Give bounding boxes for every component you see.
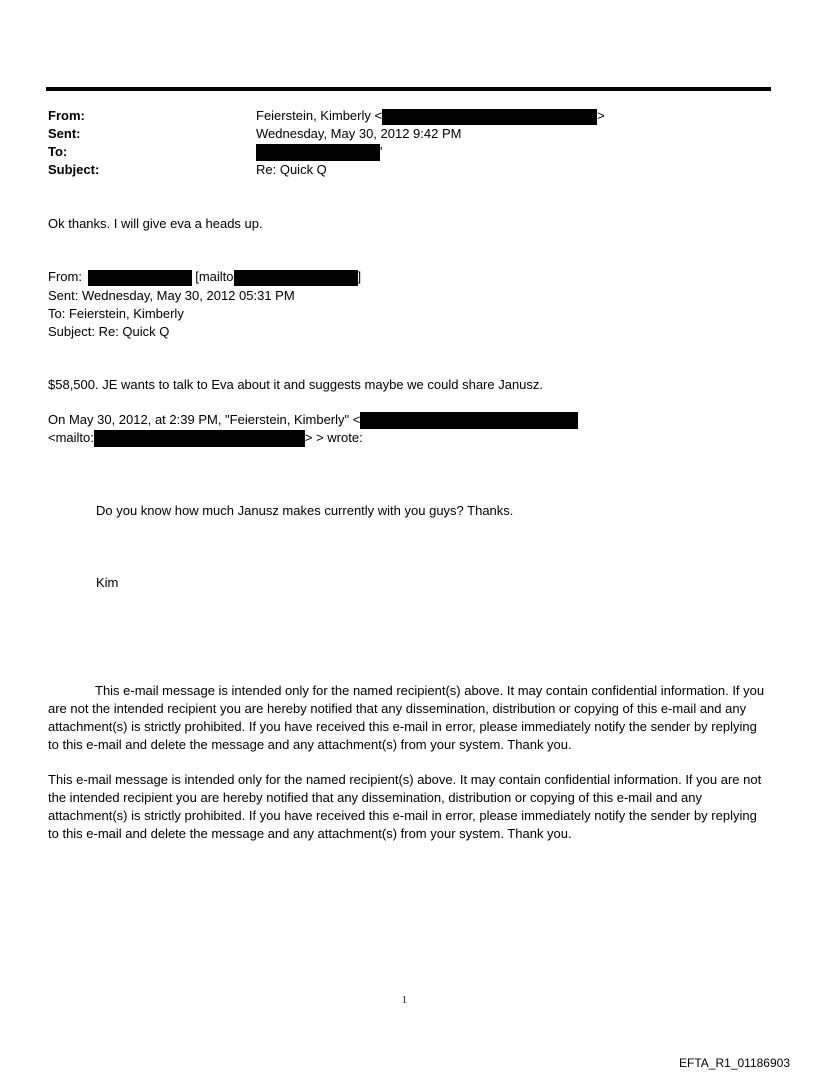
original-question: Do you know how much Janusz makes currently with you guys? Thanks. — [96, 503, 514, 518]
quoted-mailto-prefix: <mailto: — [48, 430, 94, 445]
page-number: 1 — [402, 995, 407, 1006]
document-id: EFTA_R1_01186903 — [679, 1056, 790, 1070]
disclaimer-1-text: This e-mail message is intended only for the named recipient(s) above. It may contain confidential information. If you are not the intended recipient you are hereby notified that any dissemination, distribution or copying of this e-mail and any attachment(s) is strictly prohibited. If you have received this e-mail in error, please immediately notify the sender by replying to this e-mail and delete the message and any attachment(s) from your system. Thank you. — [48, 683, 765, 752]
to-label: To: — [48, 144, 68, 159]
sent-label: Sent: — [48, 126, 81, 141]
from-close: > — [597, 108, 605, 123]
quoted-from-line — [48, 268, 361, 286]
header-rule — [46, 87, 771, 91]
original-signature: Kim — [96, 575, 119, 590]
quoted-subject: Subject: Re: Quick Q — [48, 324, 170, 339]
reply-body: Ok thanks. I will give eva a heads up. — [48, 216, 263, 231]
disclaimer-2: This e-mail message is intended only for the named recipient(s) above. It may contain confidential information. If you are not the intended recipient you are hereby notified that any dissemination, distribution or copying of this e-mail and any attachment(s) is strictly prohibited. If you have received this e-mail in error, please immediately notify the sender by replying to this e-mail and delete the message and any attachment(s) from your system. Thank you. — [48, 772, 762, 841]
quoted-body: $58,500. JE wants to talk to Eva about it and suggests maybe we could share Janusz. — [48, 377, 544, 392]
disclaimer-1 — [48, 682, 770, 754]
quoted-mailto-close: ] — [357, 269, 362, 284]
to-value — [256, 143, 382, 161]
redaction-block — [360, 412, 578, 429]
from-label: From: — [48, 108, 85, 123]
subject-label: Subject: — [48, 162, 100, 177]
redaction-block — [234, 270, 358, 286]
quoted-to: To: Feierstein, Kimberly — [48, 306, 184, 321]
redaction-block — [94, 430, 305, 447]
from-value — [256, 107, 605, 125]
quoted-on-line — [48, 411, 578, 429]
to-tail: ' — [380, 144, 383, 159]
quoted-mailto-line — [48, 429, 363, 447]
from-name: Feierstein, Kimberly < — [256, 108, 383, 123]
redaction-block — [382, 109, 597, 125]
quoted-mailto: [mailto — [195, 269, 234, 284]
quoted-sent: Sent: Wednesday, May 30, 2012 05:31 PM — [48, 288, 295, 303]
subject-value: Re: Quick Q — [256, 162, 327, 177]
quoted-from-label: From: — [48, 269, 82, 284]
redaction-block — [88, 270, 192, 286]
quoted-wrote: > > wrote: — [304, 430, 363, 445]
quoted-on-text: On May 30, 2012, at 2:39 PM, "Feierstein, Kimberly" < — [48, 412, 361, 427]
sent-value: Wednesday, May 30, 2012 9:42 PM — [256, 126, 462, 141]
redaction-block — [256, 144, 383, 161]
